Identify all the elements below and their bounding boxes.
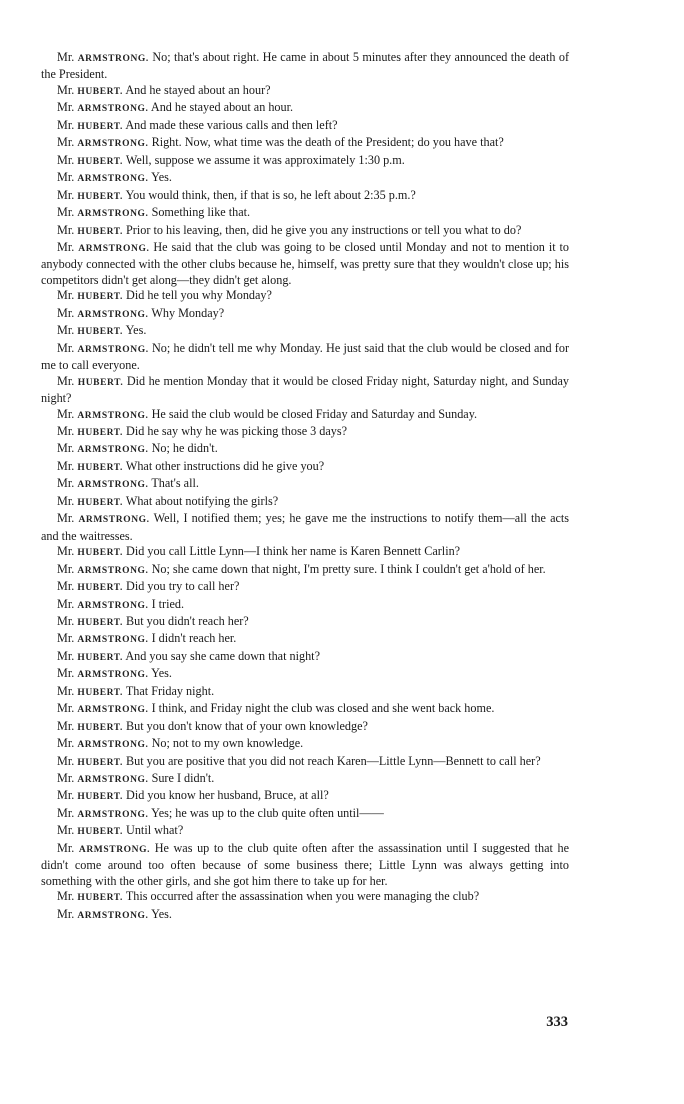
speaker-name: ARMSTRONG. [77, 344, 149, 355]
speech-text: Yes. [151, 666, 172, 681]
transcript-paragraph [41, 240, 569, 288]
speech-text: I tried. [151, 596, 185, 611]
speaker-title: Mr. [57, 823, 75, 838]
speaker-name: HUBERT. [77, 86, 123, 97]
transcript-paragraph [41, 323, 569, 340]
transcript-paragraph [41, 736, 569, 753]
speech-text: But you are positive that you did not reach Karen—Little Lynn—Bennett to call her? [126, 753, 541, 768]
speech-text: No; not to my own knowledge. [151, 736, 304, 751]
speech-text: And made these various calls and then left? [125, 117, 338, 132]
speaker-title: Mr. [57, 736, 75, 751]
speaker-name: HUBERT. [77, 156, 123, 167]
speaker-name: HUBERT. [77, 827, 123, 838]
speaker-title: Mr. [57, 406, 75, 421]
speaker-name: HUBERT. [77, 226, 123, 237]
speaker-title: Mr. [57, 771, 75, 786]
transcript-paragraph [41, 597, 569, 614]
speaker-title: Mr. [57, 544, 75, 559]
transcript-paragraph [41, 223, 569, 240]
speech-text: What about notifying the girls? [125, 493, 279, 508]
transcript-paragraph [41, 341, 569, 374]
speech-text: Did you call Little Lynn—I think her name is Karen Bennett Carlin? [126, 544, 461, 559]
speaker-title: Mr. [57, 788, 75, 803]
speaker-title: Mr. [57, 135, 75, 150]
speaker-name: HUBERT. [77, 652, 123, 663]
transcript-paragraph [41, 424, 569, 441]
speaker-title: Mr. [57, 187, 75, 202]
speaker-title: Mr. [57, 117, 75, 132]
speaker-name: ARMSTRONG. [77, 54, 149, 64]
speaker-name: ARMSTRONG. [77, 565, 149, 576]
speaker-title: Mr. [57, 305, 75, 320]
transcript-paragraph [41, 205, 569, 222]
speech-text: Something like that. [151, 205, 251, 220]
speech-text: Yes. [125, 323, 147, 338]
speech-text: He was up to the club quite often after the assassination until I suggested that he didn't come around too often because of some business there; Little Lynn was always getting into something with the other girls, and she got him there to take up for her. [41, 840, 570, 888]
speech-text: Did you try to call her? [126, 579, 240, 594]
speaker-title: Mr. [57, 889, 75, 904]
transcript-paragraph [41, 441, 569, 458]
speaker-title: Mr. [57, 840, 75, 855]
transcript-paragraph [41, 170, 569, 187]
speaker-title: Mr. [57, 666, 75, 681]
speaker-title: Mr. [57, 613, 75, 628]
transcript-paragraph [41, 889, 569, 906]
speaker-name: ARMSTRONG. [77, 480, 149, 491]
transcript-paragraph [41, 823, 569, 840]
speech-text: No; he didn't. [151, 441, 218, 456]
speaker-name: HUBERT. [77, 497, 123, 508]
speech-text: Why Monday? [151, 305, 225, 320]
speaker-name: ARMSTRONG. [77, 910, 149, 921]
speech-text: Sure I didn't. [151, 771, 215, 786]
speaker-title: Mr. [57, 340, 75, 355]
transcript-paragraph [41, 719, 569, 736]
speaker-name: HUBERT. [77, 757, 123, 768]
speech-text: And he stayed about an hour? [125, 82, 271, 97]
speech-text: Did you know her husband, Bruce, at all? [126, 788, 329, 803]
speech-text: You would think, then, if that is so, he left about 2:35 p.m.? [125, 187, 416, 202]
speech-text: Did he say why he was picking those 3 days? [126, 423, 348, 438]
speech-text: That Friday night. [125, 683, 215, 698]
speaker-title: Mr. [57, 100, 75, 115]
transcript-paragraph [41, 544, 569, 561]
speaker-name: HUBERT. [77, 792, 123, 803]
transcript-paragraph [41, 100, 569, 117]
transcript-paragraph [41, 788, 569, 805]
speech-text: Well, I notified them; yes; he gave me the instructions to notify them—all the acts and the waitresses. [41, 511, 570, 543]
speech-text: And he stayed about an hour. [150, 100, 294, 115]
speaker-title: Mr. [57, 718, 75, 733]
speech-text: No; he didn't tell me why Monday. He just said that the club would be closed and for me to call everyone. [41, 340, 570, 373]
speaker-name: ARMSTRONG. [77, 309, 149, 320]
transcript-paragraph [41, 288, 569, 305]
transcript-paragraph [41, 841, 569, 889]
speaker-title: Mr. [57, 152, 75, 167]
page-number: 333 [546, 1014, 568, 1030]
speech-text: And you say she came down that night? [125, 648, 320, 663]
speaker-title: Mr. [57, 753, 75, 768]
speech-text: But you don't know that of your own knowledge? [126, 718, 368, 733]
speech-text: Well, suppose we assume it was approximately 1:30 p.m. [125, 152, 405, 167]
speaker-title: Mr. [57, 493, 75, 508]
speaker-name: HUBERT. [77, 583, 123, 594]
speaker-name: HUBERT. [77, 377, 124, 388]
speaker-name: HUBERT. [77, 722, 123, 733]
speech-text: No; that's about right. He came in about 5 minutes after they announced the death of the President. [41, 50, 570, 82]
speaker-title: Mr. [57, 805, 75, 820]
transcript-paragraph [41, 614, 569, 631]
transcript-paragraph [41, 907, 569, 924]
speaker-title: Mr. [57, 701, 75, 716]
speaker-title: Mr. [57, 906, 75, 921]
transcript-paragraph [41, 83, 569, 100]
speaker-title: Mr. [57, 423, 75, 438]
speech-text: He said that the club was going to be closed until Monday and not to mention it to anybody connected with the other clubs because he, himself, was pretty sure that they wouldn't close up; his competitors didn't get along—they didn't get along. [41, 239, 570, 287]
speaker-name: ARMSTRONG. [77, 445, 149, 456]
transcript-paragraph [41, 631, 569, 648]
speaker-name: HUBERT. [77, 292, 123, 303]
transcript-paragraph [41, 135, 569, 152]
speech-text: Yes. [151, 906, 172, 921]
speech-text: I think, and Friday night the club was closed and she went back home. [151, 701, 495, 716]
speaker-name: ARMSTRONG. [77, 775, 149, 786]
speaker-name: HUBERT. [77, 191, 123, 202]
speaker-name: ARMSTRONG. [77, 809, 149, 820]
transcript-page [41, 50, 569, 924]
speaker-name: HUBERT. [77, 327, 123, 338]
speaker-title: Mr. [57, 50, 75, 64]
speech-text: I didn't reach her. [151, 631, 237, 646]
speaker-title: Mr. [57, 170, 75, 185]
speaker-name: ARMSTRONG. [77, 635, 149, 646]
speaker-title: Mr. [57, 476, 75, 491]
speaker-name: HUBERT. [77, 427, 123, 438]
speaker-title: Mr. [57, 631, 75, 646]
speaker-name: HUBERT. [77, 548, 123, 559]
speaker-title: Mr. [57, 239, 75, 254]
speaker-name: ARMSTRONG. [77, 410, 149, 421]
speaker-title: Mr. [57, 561, 75, 576]
transcript-paragraph [41, 754, 569, 771]
transcript-paragraph [41, 50, 569, 83]
speaker-name: ARMSTRONG. [78, 515, 150, 526]
transcript-paragraph [41, 771, 569, 788]
transcript-paragraph [41, 806, 569, 823]
speaker-title: Mr. [57, 458, 75, 473]
speaker-name: ARMSTRONG. [77, 600, 149, 611]
speech-text: He said the club would be closed Friday and Saturday and Sunday. [151, 406, 478, 421]
transcript-paragraph [41, 476, 569, 493]
speaker-name: ARMSTRONG. [78, 844, 151, 855]
speech-text: Did he tell you why Monday? [126, 288, 272, 303]
speech-text: Prior to his leaving, then, did he give you any instructions or tell you what to do? [126, 222, 522, 237]
transcript-paragraph [41, 188, 569, 205]
speaker-name: ARMSTRONG. [77, 740, 149, 751]
speaker-title: Mr. [57, 205, 75, 220]
speech-text: Right. Now, what time was the death of the President; do you have that? [151, 135, 504, 150]
transcript-paragraph [41, 649, 569, 666]
speaker-title: Mr. [57, 373, 75, 388]
speaker-name: HUBERT. [77, 893, 123, 904]
speaker-title: Mr. [57, 683, 75, 698]
speaker-name: HUBERT. [77, 687, 123, 698]
speech-text: Until what? [126, 823, 184, 838]
speaker-name: ARMSTRONG. [77, 670, 149, 681]
speaker-name: HUBERT. [77, 121, 123, 132]
speaker-name: ARMSTRONG. [77, 104, 149, 115]
transcript-paragraph [41, 684, 569, 701]
speaker-name: ARMSTRONG. [78, 243, 150, 254]
transcript-paragraph [41, 511, 569, 544]
transcript-paragraph [41, 459, 569, 476]
speaker-name: ARMSTRONG. [77, 174, 149, 185]
speaker-title: Mr. [57, 579, 75, 594]
speaker-name: ARMSTRONG. [77, 209, 149, 220]
transcript-paragraph [41, 666, 569, 683]
transcript-paragraph [41, 562, 569, 579]
speech-text: Did he mention Monday that it would be closed Friday night, Saturday night, and Sunday night? [41, 373, 570, 406]
speech-text: But you didn't reach her? [126, 613, 249, 628]
transcript-paragraph [41, 701, 569, 718]
speaker-title: Mr. [57, 596, 75, 611]
speaker-title: Mr. [57, 288, 75, 303]
transcript-paragraph [41, 153, 569, 170]
transcript-paragraph [41, 374, 569, 407]
speaker-title: Mr. [57, 323, 75, 338]
transcript-paragraph [41, 579, 569, 596]
speech-text: That's all. [151, 476, 199, 491]
speech-text: What other instructions did he give you? [125, 458, 325, 473]
speaker-title: Mr. [57, 82, 75, 97]
speech-text: Yes. [151, 170, 172, 185]
transcript-paragraph [41, 118, 569, 135]
speaker-title: Mr. [57, 648, 75, 663]
speaker-name: ARMSTRONG. [77, 705, 149, 716]
speaker-name: ARMSTRONG. [77, 139, 149, 150]
speech-text: No; she came down that night, I'm pretty sure. I think I couldn't get a'hold of her. [151, 561, 546, 576]
speaker-name: HUBERT. [77, 462, 123, 473]
speaker-title: Mr. [57, 511, 75, 526]
transcript-paragraph [41, 494, 569, 511]
speech-text: This occurred after the assassination when you were managing the club? [125, 889, 480, 904]
transcript-paragraph [41, 306, 569, 323]
transcript-paragraph [41, 407, 569, 424]
speaker-title: Mr. [57, 441, 75, 456]
speaker-name: HUBERT. [77, 617, 123, 628]
speech-text: Yes; he was up to the club quite often until—— [151, 805, 384, 820]
speaker-title: Mr. [57, 222, 75, 237]
